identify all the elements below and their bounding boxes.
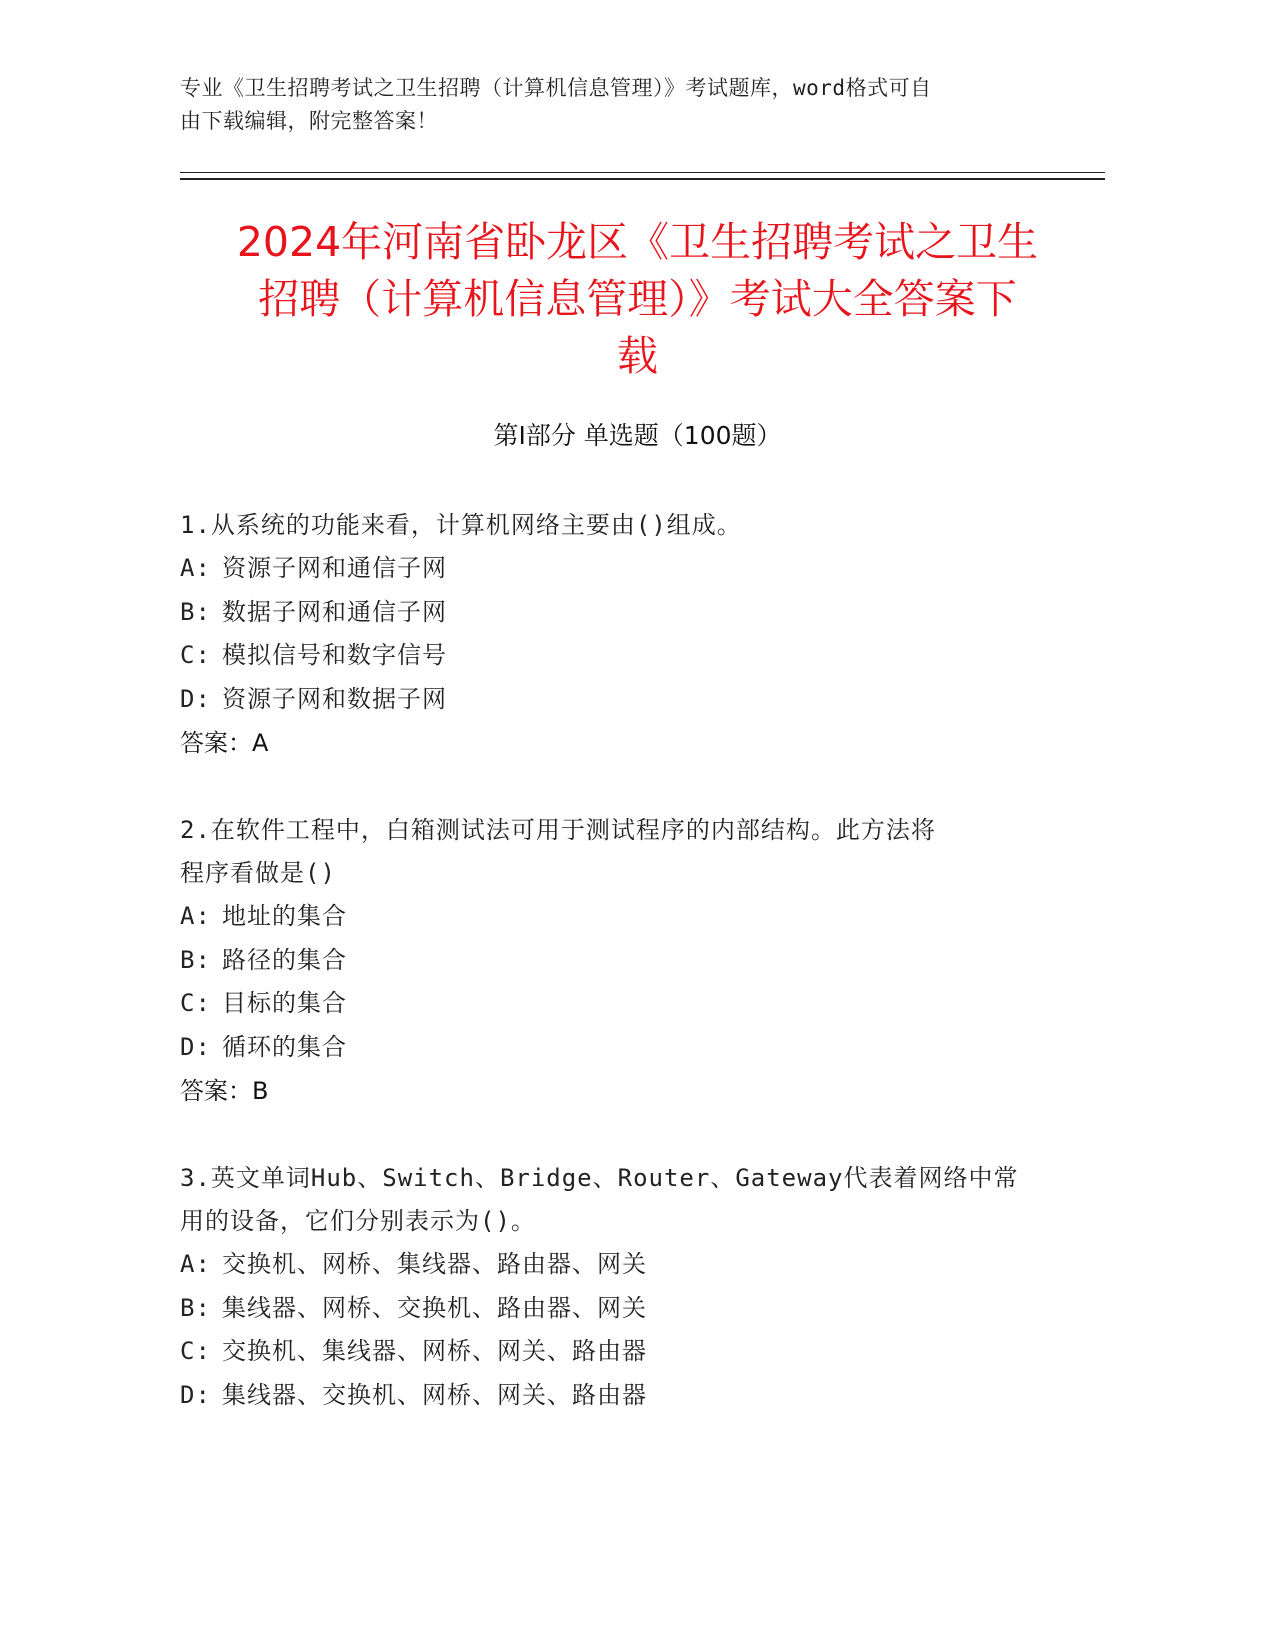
answer-line: 答案：B	[180, 1077, 269, 1105]
option-text: 交换机、网桥、集线器、路由器、网关	[222, 1250, 647, 1278]
option-d	[180, 1026, 1060, 1070]
option-letter: B:	[180, 945, 211, 974]
option-a	[180, 895, 1060, 939]
option-text: 地址的集合	[222, 902, 347, 930]
option-a	[180, 1243, 1060, 1287]
question-block	[180, 809, 1060, 1113]
option-letter: C:	[180, 1337, 211, 1365]
option-b	[180, 939, 1060, 983]
question-block	[180, 504, 1060, 765]
option-letter: B:	[180, 597, 211, 626]
header-divider-thick	[180, 178, 1105, 180]
question-stem: 2.在软件工程中，白箱测试法可用于测试程序的内部结构。此方法将	[180, 816, 936, 844]
document-title-line: 招聘（计算机信息管理）》考试大全答案下	[258, 275, 1017, 323]
option-text: 交换机、集线器、网桥、网关、路由器	[222, 1337, 647, 1365]
header-note-line: 由下载编辑，附完整答案！	[180, 109, 438, 133]
option-d	[180, 1374, 1060, 1418]
option-b	[180, 1287, 1060, 1331]
header-note-line: 专业《卫生招聘考试之卫生招聘（计算机信息管理）》考试题库，word格式可自	[180, 76, 932, 100]
option-b	[180, 591, 1060, 635]
option-text: 集线器、交换机、网桥、网关、路由器	[222, 1380, 647, 1409]
question-stem: 1.从系统的功能来看，计算机网络主要由()组成。	[180, 511, 742, 539]
option-text: 模拟信号和数字信号	[222, 641, 447, 669]
document-title	[150, 214, 1125, 385]
option-text: 资源子网和通信子网	[222, 554, 447, 582]
option-letter: C:	[180, 641, 211, 669]
option-text: 资源子网和数据子网	[222, 684, 447, 713]
option-letter: D:	[180, 1380, 211, 1409]
option-text: 集线器、网桥、交换机、路由器、网关	[222, 1293, 647, 1322]
question-stem-continued: 用的设备，它们分别表示为()。	[180, 1207, 536, 1235]
question-stem-continued: 程序看做是()	[180, 859, 336, 887]
option-letter: A:	[180, 1250, 211, 1278]
question-block	[180, 1157, 1060, 1417]
answer-line: 答案：A	[180, 729, 269, 757]
option-letter: B:	[180, 1293, 211, 1322]
section-title: 第Ⅰ部分 单选题（100题）	[493, 421, 782, 450]
option-letter: A:	[180, 554, 211, 582]
document-title-line: 载	[617, 332, 658, 380]
question-stem: 3.英文单词Hub、Switch、Bridge、Router、Gateway代表着网络中常	[180, 1164, 1019, 1192]
option-a	[180, 547, 1060, 591]
header-divider-thin	[180, 172, 1105, 173]
option-text: 循环的集合	[222, 1032, 347, 1061]
document-title-line: 2024年河南省卧龙区《卫生招聘考试之卫生	[236, 218, 1039, 266]
header-note	[180, 72, 1080, 138]
option-letter: A:	[180, 902, 211, 930]
option-c	[180, 634, 1060, 678]
option-text: 数据子网和通信子网	[222, 597, 447, 626]
option-letter: D:	[180, 684, 211, 713]
option-d	[180, 678, 1060, 722]
option-c	[180, 1330, 1060, 1374]
option-letter: C:	[180, 989, 211, 1017]
option-letter: D:	[180, 1032, 211, 1061]
option-text: 目标的集合	[222, 989, 347, 1017]
option-text: 路径的集合	[222, 945, 347, 974]
option-c	[180, 982, 1060, 1026]
